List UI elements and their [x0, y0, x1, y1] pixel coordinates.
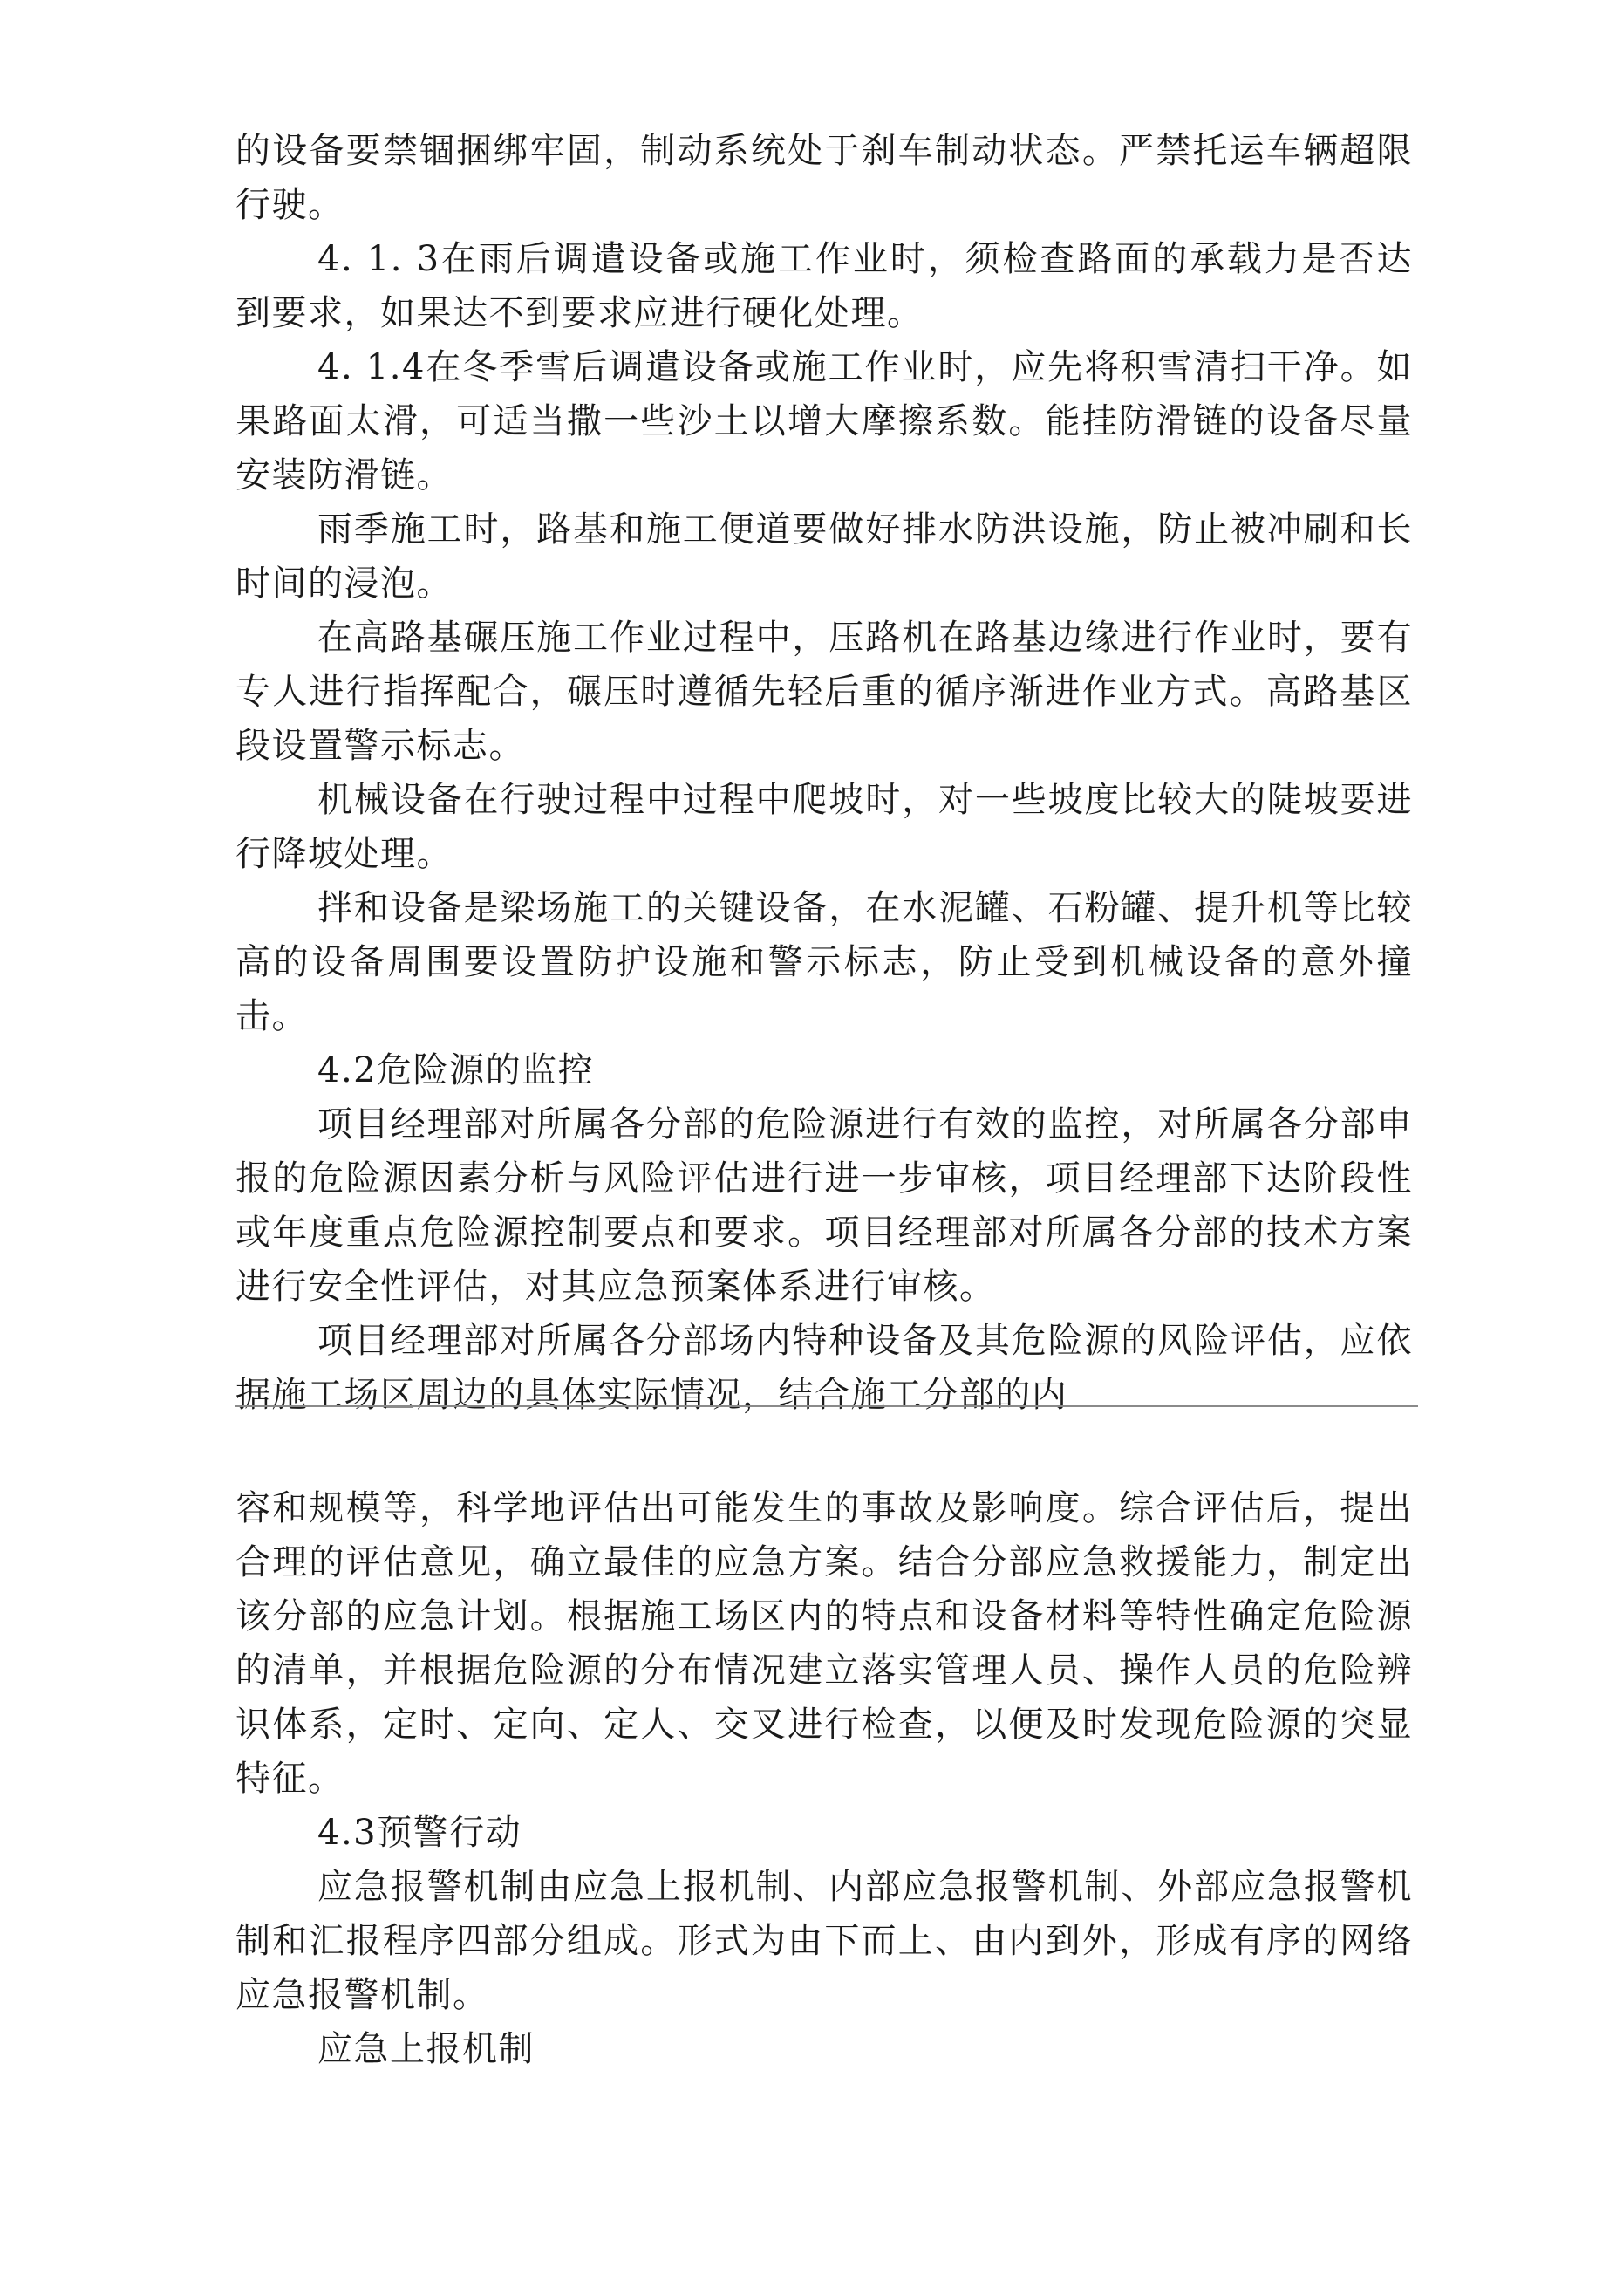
section-heading: 4.3预警行动	[317, 1813, 522, 1853]
paragraph: 应急报警机制由应急上报机制、内部应急报警机制、外部应急报警机制和汇报程序四部分组成。形式为由下而上、由内到外，形成有序的网络应急报警机制。	[235, 1867, 1413, 2015]
section-heading: 4.2危险源的监控	[317, 1050, 595, 1090]
paragraph: 4. 1.4在冬季雪后调遣设备或施工作业时，应先将积雪清扫干净。如果路面太滑，可适当撒一些沙土以增大摩擦系数。能挂防滑链的设备尽量安装防滑链。	[235, 347, 1413, 495]
paragraph: 项目经理部对所属各分部的危险源进行有效的监控，对所属各分部申报的危险源因素分析与风险评估进行进一步审核，项目经理部下达阶段性或年度重点危险源控制要点和要求。项目经理部对所属各分部的技术方案进行安全性评估，对其应急预案体系进行审核。	[235, 1104, 1413, 1307]
paragraph: 拌和设备是梁场施工的关键设备，在水泥罐、石粉罐、提升机等比较高的设备周围要设置防护设施和警示标志，防止受到机械设备的意外撞击。	[235, 888, 1413, 1036]
paragraph: 容和规模等，科学地评估出可能发生的事故及影响度。综合评估后，提出合理的评估意见，确立最佳的应急方案。结合分部应急救援能力，制定出该分部的应急计划。根据施工场区内的特点和设备材料等特性确定危险源的清单，并根据危险源的分布情况建立落实管理人员、操作人员的危险辨识体系，定时、定向、定人、交叉进行检查，以便及时发现危险源的突显特征。	[235, 1488, 1413, 1799]
page-2-text-block	[235, 1481, 1413, 2076]
paragraph: 机械设备在行驶过程中过程中爬坡时，对一些坡度比较大的陡坡要进行降坡处理。	[235, 780, 1413, 874]
paragraph: 的设备要禁锢捆绑牢固，制动系统处于刹车制动状态。严禁托运车辆超限行驶。	[235, 131, 1413, 225]
paragraph: 4. 1. 3在雨后调遣设备或施工作业时，须检查路面的承载力是否达到要求，如果达不到要求应进行硬化处理。	[235, 239, 1413, 333]
paragraph: 雨季施工时，路基和施工便道要做好排水防洪设施，防止被冲刷和长时间的浸泡。	[235, 509, 1413, 604]
paragraph: 项目经理部对所属各分部场内特种设备及其危险源的风险评估，应依据施工场区周边的具体实际情况，结合施工分部的内	[235, 1321, 1413, 1415]
page-1-text-block	[235, 124, 1413, 1422]
page-divider	[235, 1405, 1418, 1407]
paragraph: 应急上报机制	[317, 2029, 535, 2069]
paragraph: 在高路基碾压施工作业过程中，压路机在路基边缘进行作业时，要有专人进行指挥配合，碾压时遵循先轻后重的循序渐进作业方式。高路基区段设置警示标志。	[235, 618, 1413, 766]
